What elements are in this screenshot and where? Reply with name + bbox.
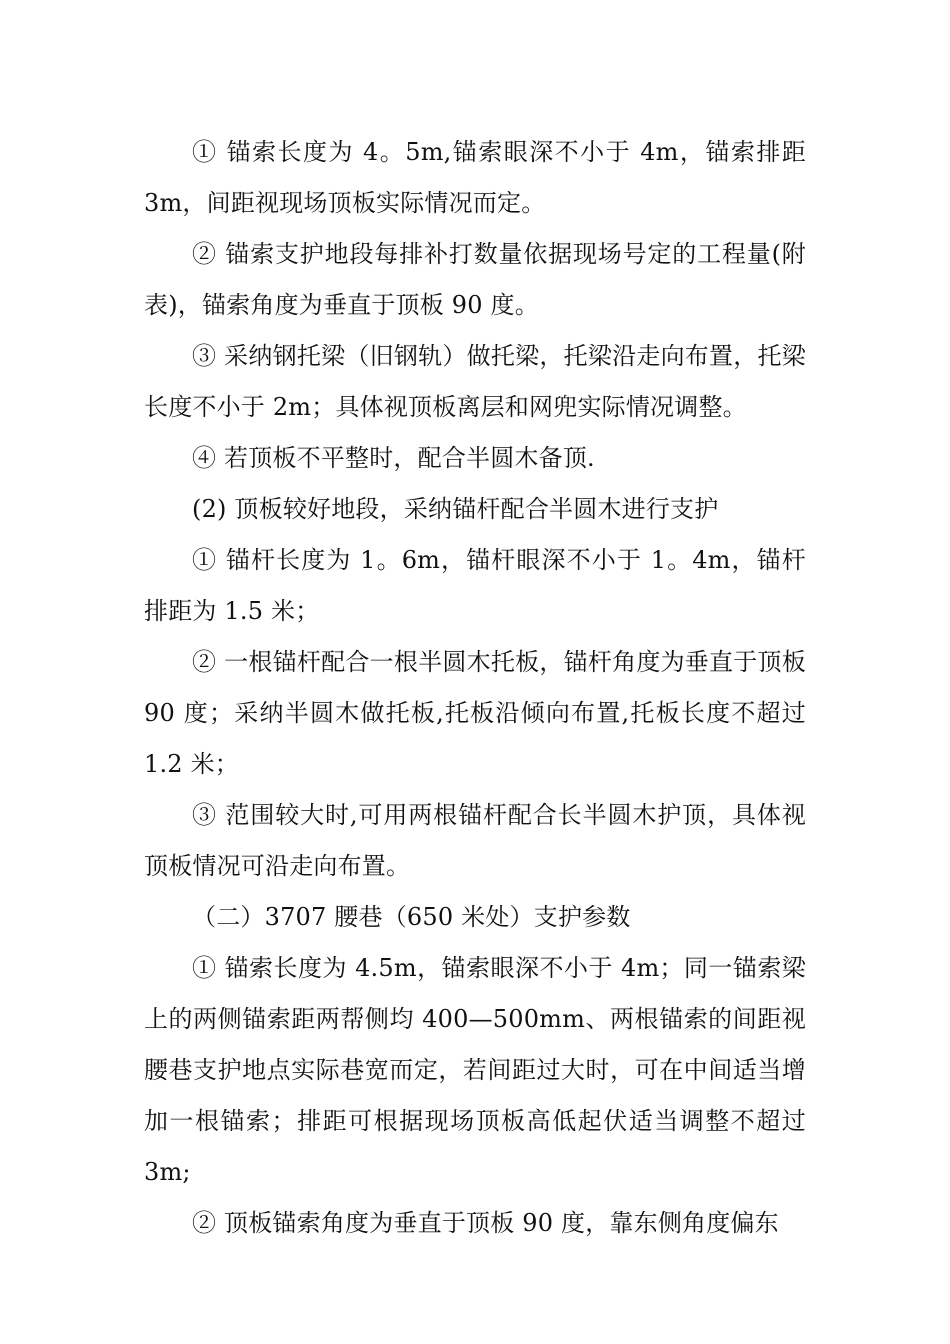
paragraph-3707-cable: ① 锚索长度为 4.5m，锚索眼深不小于 4m；同一锚索梁上的两侧锚索距两帮侧均 400—500mm、两根锚索的间距视腰巷支护地点实际巷宽而定，若间距过大时，可在中间适当增加一根锚索；排距可根据现场顶板高低起伏适当调整不超过 3m; bbox=[144, 954, 806, 1186]
section-heading-3707: （二）3707 腰巷（650 米处）支护参数 bbox=[192, 903, 631, 931]
paragraph-cable-quantity: ② 锚索支护地段每排补打数量依据现场号定的工程量(附表)，锚索角度为垂直于顶板 90 度。 bbox=[144, 240, 806, 319]
paragraph-bolt-plate: ② 一根锚杆配合一根半圆木托板，锚杆角度为垂直于顶板 90 度；采纳半圆木做托板,托板沿倾向布置,托板长度不超过 1.2 米； bbox=[144, 648, 806, 778]
paragraph-steel-beam: ③ 采纳钢托梁（旧钢轨）做托梁，托梁沿走向布置，托梁长度不小于 2m；具体视顶板离层和网兜实际情况调整。 bbox=[144, 342, 806, 421]
paragraph-uneven-roof: ④ 若顶板不平整时，配合半圆木备顶. bbox=[192, 444, 595, 472]
section-heading-good-roof: (2) 顶板较好地段，采纳锚杆配合半圆木进行支护 bbox=[192, 495, 719, 523]
paragraph-3707-angle: ② 顶板锚索角度为垂直于顶板 90 度，靠东侧角度偏东 bbox=[192, 1209, 779, 1237]
paragraph-bolt-length: ① 锚杆长度为 1。6m，锚杆眼深不小于 1。4m，锚杆排距为 1.5 米； bbox=[144, 546, 806, 625]
paragraph-cable-length: ① 锚索长度为 4。5m,锚索眼深不小于 4m，锚索排距 3m，间距视现场顶板实际情况而定。 bbox=[144, 138, 806, 217]
document-body bbox=[144, 127, 806, 1249]
paragraph-large-range: ③ 范围较大时,可用两根锚杆配合长半圆木护顶，具体视顶板情况可沿走向布置。 bbox=[144, 801, 806, 880]
